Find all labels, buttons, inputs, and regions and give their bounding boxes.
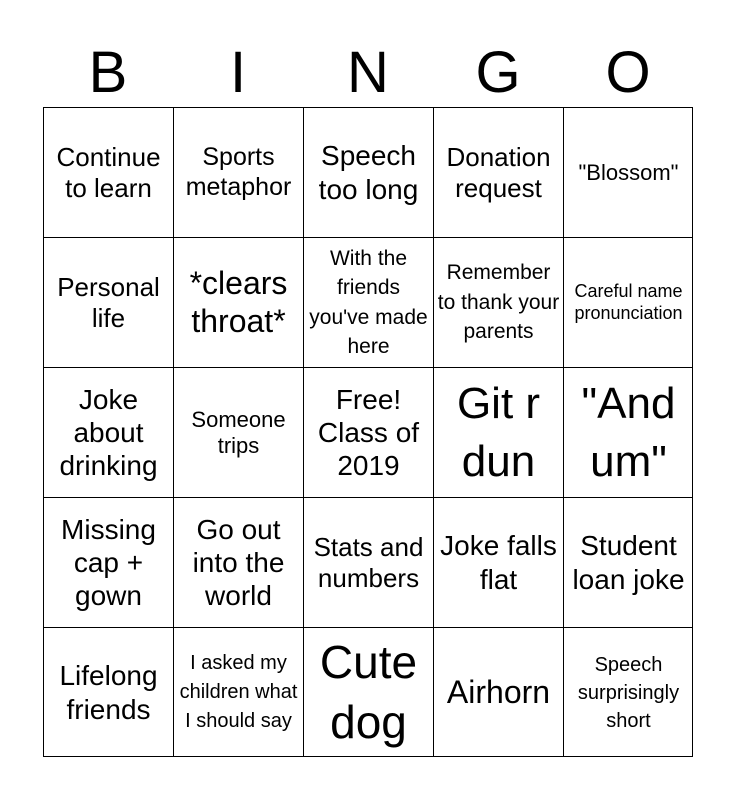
bingo-cell[interactable]: Airhorn: [433, 627, 563, 757]
bingo-board: [43, 107, 693, 757]
header-letter-b: B: [88, 40, 128, 105]
bingo-cell[interactable]: Sports metaphor: [173, 107, 303, 237]
bingo-header: [43, 38, 693, 108]
bingo-cell[interactable]: With the friends you've made here: [303, 237, 433, 367]
bingo-cell[interactable]: Speech too long: [303, 107, 433, 237]
bingo-cell[interactable]: Missing cap + gown: [43, 497, 173, 627]
bingo-cell[interactable]: "Blossom": [563, 107, 693, 237]
bingo-cell[interactable]: Speech surprisingly short: [563, 627, 693, 757]
bingo-cell[interactable]: Donation request: [433, 107, 563, 237]
bingo-cell[interactable]: Git r dun: [433, 367, 563, 497]
header-letter-n: N: [347, 40, 389, 105]
bingo-cell[interactable]: Go out into the world: [173, 497, 303, 627]
bingo-cell[interactable]: Joke falls flat: [433, 497, 563, 627]
bingo-cell[interactable]: "And um": [563, 367, 693, 497]
bingo-cell[interactable]: Free! Class of 2019: [303, 367, 433, 497]
bingo-cell[interactable]: Someone trips: [173, 367, 303, 497]
bingo-cell[interactable]: Remember to thank your parents: [433, 237, 563, 367]
header-letter-i: I: [229, 40, 247, 105]
bingo-cell[interactable]: I asked my children what I should say: [173, 627, 303, 757]
bingo-cell[interactable]: Lifelong friends: [43, 627, 173, 757]
header-letter-g: G: [475, 40, 521, 105]
bingo-cell[interactable]: Cute dog: [303, 627, 433, 757]
bingo-cell[interactable]: Student loan joke: [563, 497, 693, 627]
bingo-cell[interactable]: Joke about drinking: [43, 367, 173, 497]
bingo-cell[interactable]: Stats and numbers: [303, 497, 433, 627]
bingo-cell[interactable]: Personal life: [43, 237, 173, 367]
bingo-cell[interactable]: Continue to learn: [43, 107, 173, 237]
bingo-cell[interactable]: Careful name pronunciation: [563, 237, 693, 367]
header-letter-o: O: [605, 40, 651, 105]
bingo-cell[interactable]: *clears throat*: [173, 237, 303, 367]
